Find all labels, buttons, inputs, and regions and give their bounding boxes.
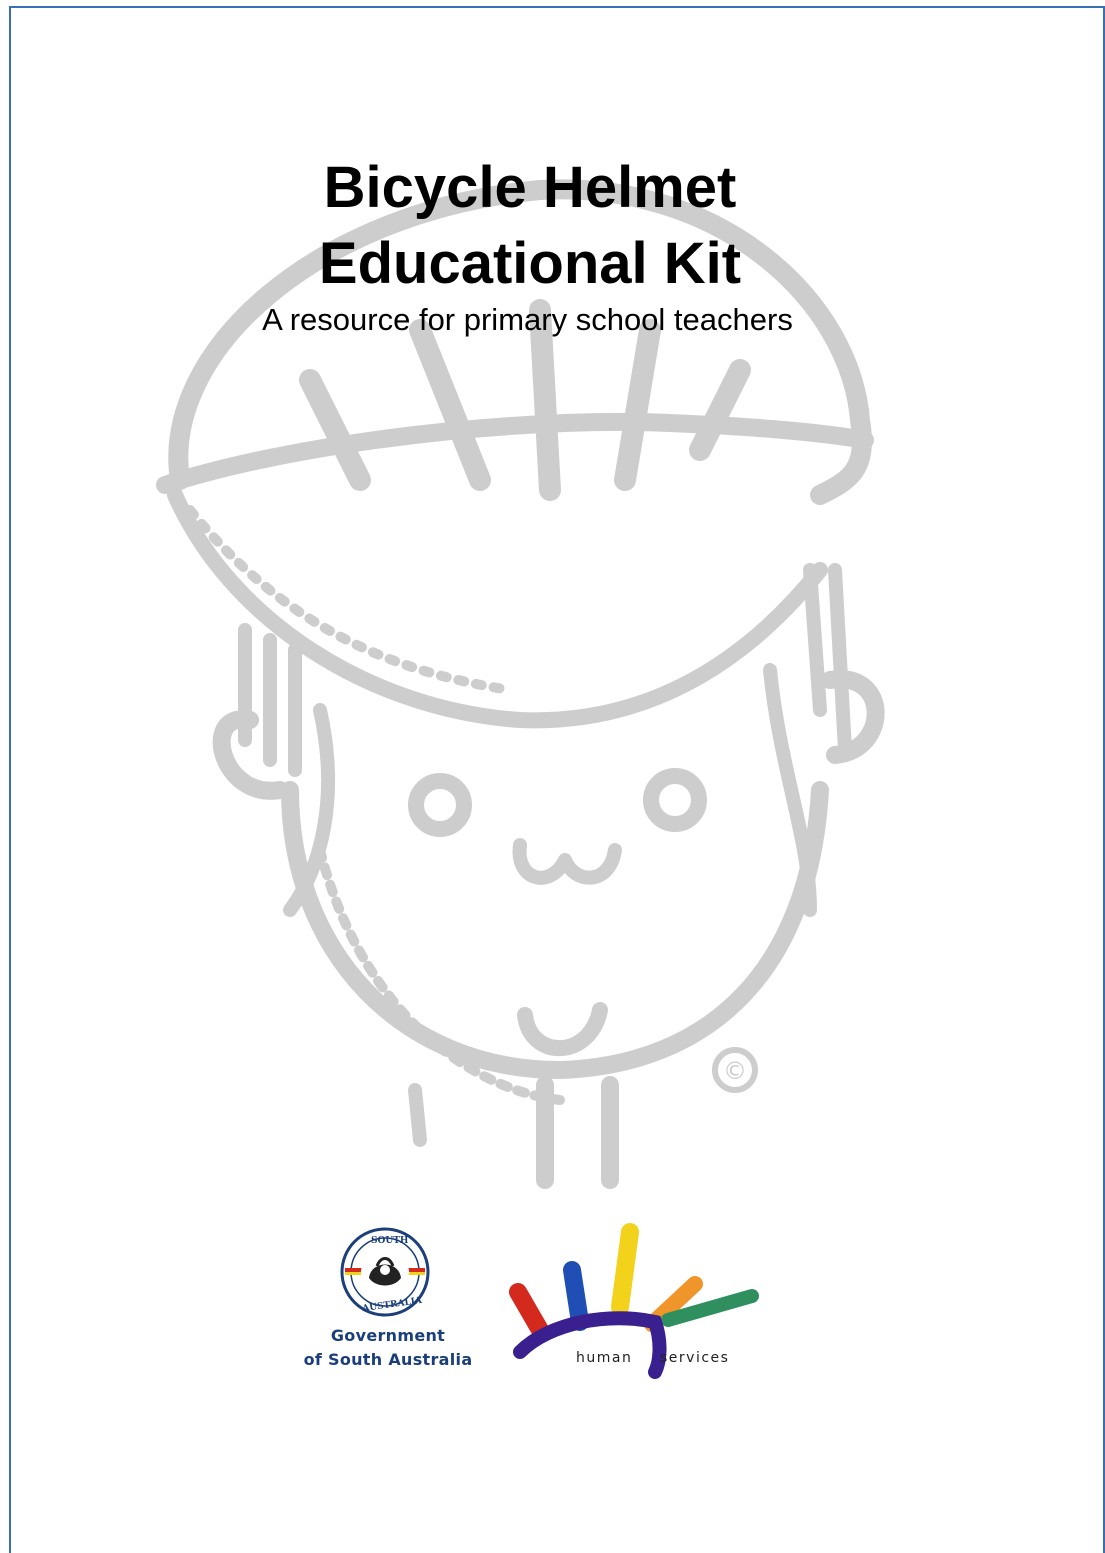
brush-blue [572, 1270, 580, 1322]
eye-left [416, 781, 464, 829]
government-logo-line-1: Government [330, 1326, 446, 1345]
south-australia-seal-icon [339, 1226, 431, 1318]
eye-right [651, 776, 699, 824]
helmet-brim [165, 422, 865, 485]
strap-right [810, 570, 845, 750]
government-of-south-australia-logo [296, 1224, 480, 1374]
helmet-vent-2 [420, 330, 480, 480]
document-title-line-2: Educational Kit [318, 231, 742, 296]
government-logo-line-2: of South Australia [303, 1350, 473, 1369]
nose [520, 845, 615, 878]
helmet-vent-4 [625, 330, 650, 480]
human-services-brush-icon [500, 1212, 770, 1382]
helmet-vent-1 [310, 380, 360, 480]
copyright-mark: © [723, 1057, 747, 1085]
human-services-logo [500, 1212, 770, 1382]
human-services-word-2: services [660, 1350, 730, 1366]
face-outline [290, 790, 820, 1070]
document-title-line-1: Bicycle Helmet [323, 155, 737, 220]
brush-yellow [620, 1232, 630, 1307]
svg-text:SOUTH: SOUTH [371, 1236, 409, 1246]
human-services-word-1: human [576, 1350, 633, 1366]
helmet-vent-5 [700, 370, 740, 450]
brush-red [518, 1292, 540, 1330]
document-subtitle: A resource for primary school teachers [262, 302, 793, 337]
mouth [525, 1010, 600, 1048]
svg-text:AUSTRALIA: AUSTRALIA [361, 1295, 423, 1315]
strap-left [245, 630, 295, 770]
